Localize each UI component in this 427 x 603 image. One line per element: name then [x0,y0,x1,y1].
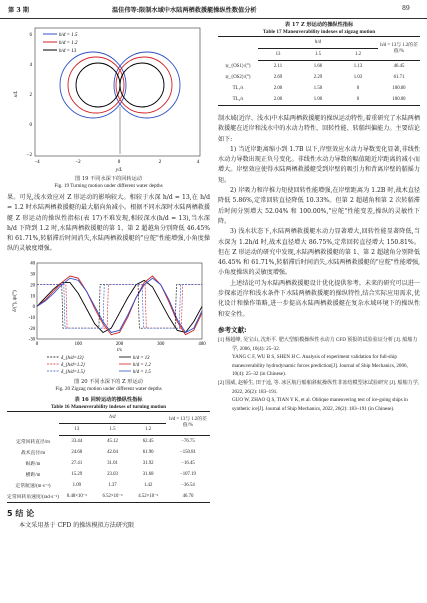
table-cell: 31.92 [142,460,154,466]
table-cell: −150.81 [180,449,196,455]
table17-title-en: Table 17 Maneuverability indexes of zigzag motion [262,29,376,35]
table-row [7,480,210,491]
table16-col-header: h/d [59,411,166,423]
table-cell: 61.71 [393,75,405,80]
fig19-turning-plot [7,22,210,172]
row-label: TL₂/s [218,94,258,106]
references-list [218,336,420,413]
table-cell: 46.45 [393,64,405,69]
fig19-xtick: −2 [75,160,81,165]
paragraph: 果。可见,浅水效应对 Z 形运动的影响较大。相较于水深 h/d = 13,在 h/d = 1.2 时水陆两栖救援艇的最大艏向角减小。根据不同水深时水陆两栖救援艇 Z 形运动的操纵性指标(表 17)不难发现,相较深水(h/d = 13),当水深 h/d 下降到 1.2 时,水陆两栖救援艇的第 1、第 2 超越角分别降低 46.45% 和 61.71%,转艏滞后时间消失,水陆两栖救援艇的"应舵"性能增强,小角度操纵的灵敏度增强。 [7,194,210,253]
fig19-legend-3: h/d = 13 [59,49,77,54]
table-row [7,469,210,480]
y-tick-label: 0 [32,304,35,310]
table-cell: 8.48×10⁻³ [59,491,95,503]
table-cell: 24.68 [71,449,83,455]
table-cell: 1.09 [72,482,82,488]
fig19-legend [43,33,78,54]
legend-label: h/d = 1.2 [133,362,151,368]
y-tick-label: 40 [30,261,35,267]
table-cell: 1.42 [143,482,153,488]
fig19-ytick: 4 [29,63,32,68]
table17-col-header: h/d [258,37,378,49]
y-tick-label: -30 [28,337,35,343]
paragraph: 制水域(近岸、浅水)中水陆两栖救援艇的操纵运动特性,着重研究了水陆两栖救援艇在近岸和浅水中的水动力特性、回转性能、转艏纠偏能力。主要结论如下: [218,115,420,143]
table17-col: 1.5 [298,49,338,61]
reference-item: GUO W, ZHAO Q S, TIAN Y K, et al. Oblique maneuvering test of ice-going ships in synthetic ice[J]. Journal of Ship Mechanics, 2022, 26(2): 183–191 (in Chinese). [232,397,408,412]
y-tick-label: 10 [30,294,35,300]
y-tick-label: -20 [28,326,35,332]
table-cell: 2.00 [258,94,298,106]
table16-last-col: h/d = 13与 1.2的差值/% [166,411,210,435]
table-row [7,447,210,458]
table16-title-en: Table 16 Maneuverability indexes of turning motion [50,403,167,410]
row-label: TL₁/s [232,86,244,91]
table-cell: 1.37 [108,482,117,488]
x-tick-label: 200 [115,341,124,347]
row-label: ψ_{OS1}/(°) [225,63,251,69]
fig20-caption-cn: 图 20 不同水深下的 Z 形运动 [74,378,143,385]
table-cell: −107.19 [180,471,196,477]
reference-item: [1] 杨超峰, 吴宝山, 沈炬平. 肥大型船模操纵性水动力 CFD 预报的试验验证分析 [J]. 船舶力学, 2006, 10(4): 25–32. [218,336,418,352]
reference-item: [2] 国威, 赵桥生, 田于逵, 等. 冰区航行船舶斜航操纵性非冻结模型冰试验研究 [J]. 船舶力学, 2022, 26(2): 183–191. [218,379,420,395]
plot-frame [37,263,202,339]
paragraph: 本文采用基于 CFD 的操纵模拟方法研究限 [19,521,135,529]
table-row [7,435,210,447]
table-cell: 1.66 [313,64,323,69]
fig19-ytick: 0 [29,123,32,128]
y-axis-label: δ/(°), ψ/(°) [13,290,18,312]
row-label: 战术直径/m [20,450,46,456]
table16-col: 1.5 [95,423,131,435]
legend-label: δ_{h/d=1.2} [61,362,85,368]
fig20-zigzag-chart [7,257,210,375]
fig20-caption-en: Fig. 20 Zigzag motion under different water depths [55,385,162,392]
references-heading: 参考文献: [218,325,247,334]
table17-col: 13 [258,49,298,61]
fig19-xtick: −4 [34,160,40,165]
row-label: ψ_{OS2}/(°) [225,75,251,80]
x-tick-label: 300 [157,341,165,347]
section-heading: 5 结 论 [7,508,35,518]
fig19-ytick: 6 [29,33,32,38]
table-cell: 1.00 [298,94,338,106]
table-cell: 2.29 [313,75,323,80]
legend-label: δ_{h/d=13} [61,355,84,361]
y-tick-label: 30 [30,272,35,278]
row-label: 定常回转角速度/(rad·s⁻¹) [7,491,59,503]
table-cell: 15.29 [71,471,83,477]
row-label: 定常回转直径/m [16,439,50,445]
left-body-text [7,193,210,255]
table-cell: 46.70 [166,491,210,503]
row-label: 纵距/m [25,461,41,467]
legend-label: δ_{h/d=1.5} [61,369,85,375]
table17-col: 1.2 [338,49,378,61]
table-cell: 0 [338,94,378,106]
table-cell: 62.45 [142,438,154,444]
table-row [7,491,210,503]
row-label: 横距/m [25,472,41,478]
fig19-ylabel: x/L [14,90,19,98]
fig19-xlabel: y/L [115,168,123,172]
right-body-text [218,114,420,320]
x-axis-label: t/s [117,347,122,353]
table-cell: 31.01 [107,460,118,466]
table-cell: 2.00 [273,86,283,91]
table-cell: 31.68 [142,471,154,477]
fig19-ytick: 2 [29,93,32,98]
table-cell: 33.44 [71,438,83,444]
table-row [218,83,420,94]
table-cell: 27.41 [71,460,83,466]
fig19-ytick: −2 [26,153,32,158]
table-cell: −76.75 [181,438,195,444]
table-row [218,61,420,73]
table-cell: 6.52×10⁻³ [95,491,131,503]
table-row [218,94,420,106]
right-column [218,22,420,413]
paragraph: 3) 浅水状态下,水陆两栖救援艇水动力显著增大,回转性能显著降低,当水深为 1.2h/d 时,战术直径增大 86.75%,定常回转直径增大 150.81%。但在 Z 形运动的研究中发现,水陆两栖救援艇的第 1、第 2 超越角分别降低 46.45% 和 61.71%,转艏滞后时间消失,水陆两栖救援艇的"应舵"性能增强,小角度操纵的灵敏度增强。 [218,228,420,277]
table16 [7,411,210,503]
table-cell: 2.11 [273,64,283,69]
table17 [218,36,420,106]
fig19-xtick: 4 [196,160,200,165]
section-text [7,521,210,531]
table-cell: 1.03 [353,75,363,80]
fig19-caption-en: Fig. 19 Turning motion under different water depths [54,183,163,189]
y-tick-label: -10 [28,315,35,321]
table-cell: 1.50 [313,86,323,91]
table16-title-cn: 表 16 回转运动的操纵性指标 [74,396,143,403]
table-cell: 100.00 [378,94,420,106]
table-cell: −36.54 [181,482,195,488]
table-cell: 0 [356,86,360,91]
paragraph: 上述结论可为水陆两栖救援艇设计优化提供参考。未来的研究可以进一步探索近岸和浅水条件下水陆两栖救援艇的操纵特性,结合实际应用需求,优化设计和操作策略,进一步提高水陆两栖救援艇在复杂水域环境下的操纵性和安全性。 [218,279,420,318]
fig19-xtick: 2 [158,160,162,165]
series-line-1 [37,280,202,332]
table17-last-col: h/d = 13与 1.2的差值/% [378,37,420,61]
paragraph: 2) 岸吸力和岸推力矩使回转性能增强,在岸壁距离为 1.2B 时,战术直径降低 5.86%,定常回转直径降低 10.33%。但第 2 超越角和第 2 次转艏滞后时间分别增大 52.04% 和 100.00%,"应舵"性能变差,操纵的灵敏性下降。 [218,187,420,225]
left-column [7,22,210,531]
table-row [7,458,210,469]
table-cell: 1.13 [353,64,363,69]
paragraph: 1) 当近岸距离缩小到 1.7B 以下,岸壁效应水动力导数变化显著,非线性水动力导数出现正负号变化。非线性水动力导数的幅值随近岸距离的减小而增大。岸壁效应使得水陆两栖救援艇受到岸壁的吸引力和背离岸壁的艏摇力矩。 [218,145,420,184]
fig19-caption-cn: 图 19 不同水深下的回转运动 [75,176,142,182]
fig19-xtick: 0 [117,160,121,165]
table-cell: 45.12 [107,438,118,444]
x-tick-label: 400 [198,341,206,347]
x-tick-label: 0 [35,341,39,347]
page-number: 89 [402,5,410,12]
table-row [218,72,420,83]
fig19-legend-2: h/d = 1.2 [59,41,78,46]
table-cell: 23.03 [107,471,118,477]
table-cell: 61.90 [142,449,154,455]
legend-label: h/d = 1.5 [133,369,151,375]
table16-col: 13 [59,423,95,435]
x-tick-label: 100 [74,341,82,347]
table17-title-cn: 表 17 Z 形运动的操纵性指标 [284,22,354,28]
page-header [0,0,427,19]
reference-item: YANG C F, WU B S, SHEN H C. Analysis of experiment validation for full-ship maneuverability hydrodynamic forces prediction[J]. Journal of Ship Mechanics, 2006, 10(4): 25–32 (in Chinese). [232,354,408,378]
issue-number: 第 3 期 [8,7,29,14]
fig19-legend-1: h/d = 1.5 [59,33,78,38]
table-cell: 100.00 [392,86,406,91]
table-cell: 2.69 [273,75,283,80]
table-cell: 42.04 [107,449,118,455]
y-tick-label: 20 [30,283,35,289]
table-cell: −16.45 [181,460,195,466]
table16-col: 1.2 [130,423,166,435]
table-cell: 4.52×10⁻³ [130,491,166,503]
running-title: 温佳伟等:限制水域中水陆两栖救援艇操纵性数值分析 [112,7,257,14]
legend-label: h/d = 13 [133,355,150,361]
row-label: 定常航速/(m·s⁻¹) [15,483,51,489]
